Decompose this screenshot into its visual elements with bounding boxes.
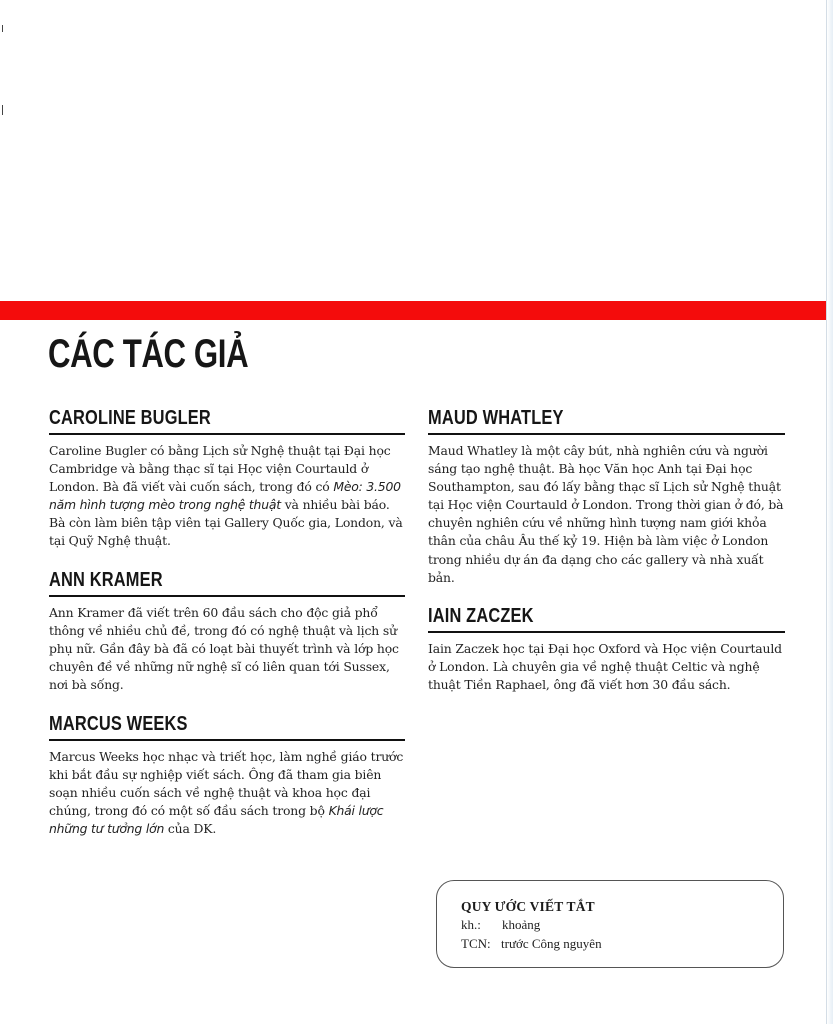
author-name: ANN KRAMER xyxy=(49,568,163,591)
author-name: CAROLINE BUGLER xyxy=(49,407,211,429)
page-edge xyxy=(826,0,833,1024)
bio-text: Marcus Weeks học nhạc và triết học, làm nghề giáo trước khi bắt đầu sự nghiệp viết sách. Ông đã tham gia biên soạn nhiều cuốn sách về nghệ thuật và khoa học đại chúng, trong đó có một số đầu sách trong bộ xyxy=(49,749,404,819)
abbreviation-row xyxy=(461,934,783,953)
authors-column-right xyxy=(428,405,785,694)
author-rule-divider xyxy=(49,595,405,597)
red-accent-band xyxy=(0,301,826,320)
scan-mark xyxy=(2,105,3,115)
abbreviation-value: trước Công nguyên xyxy=(501,936,602,951)
authors-column-left xyxy=(49,405,405,839)
abbreviations-box xyxy=(436,880,784,968)
author-bio xyxy=(49,748,405,838)
author-rule-divider xyxy=(428,631,785,633)
author-bio: Maud Whatley là một cây bút, nhà nghiên cứu và người sáng tạo nghệ thuật. Bà học Văn học Anh tại Đại học Southampton, sau đó lấy bằng thạc sĩ Lịch sử Nghệ thuật tại Học viện Courtauld ở London. Trong thời gian ở đó, bà chuyên nghiên cứu về những hình tượng nam giới khỏa thân của châu Âu thế kỷ 19. Hiện bà làm việc ở London trong nhiều dự án đa dạng cho các gallery và nhà xuất bản. xyxy=(428,443,784,585)
author-name: IAIN ZACZEK xyxy=(428,604,534,627)
author-entry-ann-kramer xyxy=(49,567,405,694)
scan-mark xyxy=(2,25,3,32)
book-title: Mèo: 3.500 năm hình tượng mèo trong nghệ thuật xyxy=(49,479,401,513)
abbreviation-key: kh.: xyxy=(461,917,481,932)
book-series-title: Khái lược những tư tưởng lớn xyxy=(49,803,384,837)
author-rule-divider xyxy=(49,739,405,741)
abbreviation-key: TCN: xyxy=(461,936,491,951)
abbreviation-row xyxy=(461,915,783,934)
author-entry-marcus-weeks xyxy=(49,711,405,838)
abbreviations-title: QUY ƯỚC VIẾT TẮT xyxy=(461,899,595,914)
author-bio: Ann Kramer đã viết trên 60 đầu sách cho độc giả phổ thông về nhiều chủ đề, trong đó có nghệ thuật và lịch sử phụ nữ. Gần đây bà đã có loạt bài thuyết trình và lớp học chuyên đề về những nữ nghệ sĩ có liên quan tới Sussex, nơi bà sống. xyxy=(49,604,399,692)
author-entry-caroline-bugler xyxy=(49,405,405,551)
author-name: MARCUS WEEKS xyxy=(49,713,188,736)
author-entry-maud-whatley xyxy=(428,405,785,587)
page-title: CÁC TÁC GIẢ xyxy=(48,332,249,376)
bio-text: của DK. xyxy=(164,821,217,837)
author-rule-divider xyxy=(49,433,405,435)
abbreviation-value: khoảng xyxy=(502,917,541,932)
author-bio: Iain Zaczek học tại Đại học Oxford và Học viện Courtauld ở London. Là chuyên gia về nghệ thuật Celtic và nghệ thuật Tiền Raphael, ông đã viết hơn 30 đầu sách. xyxy=(428,640,782,692)
author-entry-iain-zaczek xyxy=(428,603,785,694)
author-name: MAUD WHATLEY xyxy=(428,407,564,429)
bio-text: Caroline Bugler có bằng Lịch sử Nghệ thuật tại Đại học Cambridge và bằng thạc sĩ tại Học viện Courtauld ở London. Bà đã viết vài cuốn sách, trong đó có xyxy=(49,443,391,495)
author-bio xyxy=(49,442,405,551)
author-rule-divider xyxy=(428,433,785,435)
bio-text: và nhiều bài báo. Bà còn làm biên tập viên tại Gallery Quốc gia, London, và tại Quỹ Nghệ thuật. xyxy=(49,497,403,549)
